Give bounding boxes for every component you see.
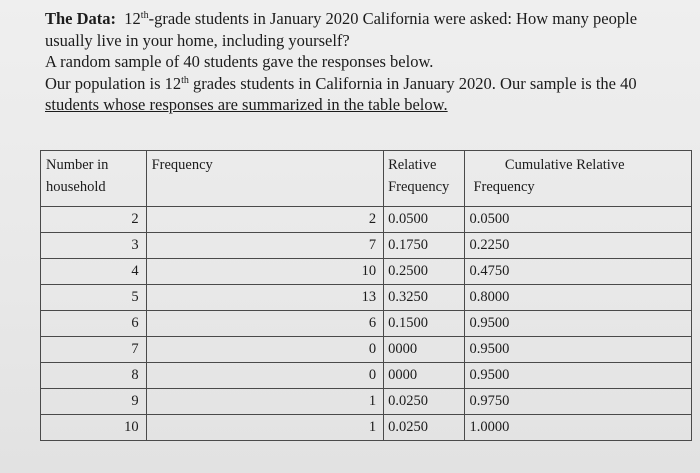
cell-relative-frequency: 0.0250 bbox=[384, 389, 465, 415]
intro-line-4-pre: Our population is 12 bbox=[45, 73, 182, 93]
header-cumulative-line-2: Frequency bbox=[473, 179, 535, 195]
intro-line-4-post: grades students in California in January 2020. Our sample is the 40 bbox=[188, 73, 637, 93]
cell-relative-frequency: 0000 bbox=[384, 337, 465, 363]
cell-frequency: 13 bbox=[146, 285, 384, 311]
table-row bbox=[41, 311, 692, 337]
table-row bbox=[41, 363, 692, 389]
intro-line-4-sup: th bbox=[181, 74, 189, 86]
header-cumulative-relative-frequency bbox=[465, 151, 692, 207]
intro-line-1-sup: th bbox=[140, 10, 149, 21]
intro-line-1-pre: 12 bbox=[124, 9, 141, 28]
data-heading: The Data: bbox=[45, 9, 117, 28]
cell-frequency: 0 bbox=[146, 337, 384, 363]
table-row bbox=[41, 285, 692, 311]
cell-relative-frequency: 0.1500 bbox=[384, 311, 465, 337]
header-relative-line-2: Frequency bbox=[388, 179, 450, 195]
cell-number-in-household: 5 bbox=[41, 285, 147, 311]
table-row bbox=[41, 337, 692, 363]
table-row bbox=[41, 415, 692, 441]
cell-number-in-household: 6 bbox=[41, 311, 147, 337]
intro-line-1-post: -grade students in January 2020 California were asked: How many people bbox=[148, 9, 638, 28]
header-number-line-1: Number in bbox=[46, 157, 109, 173]
cell-frequency: 2 bbox=[146, 207, 384, 233]
table-row bbox=[41, 389, 692, 415]
header-frequency: Frequency bbox=[146, 151, 384, 207]
header-cumulative-line-1: Cumulative Relative bbox=[504, 157, 625, 173]
table-row bbox=[41, 207, 692, 233]
cell-relative-frequency: 0.0250 bbox=[384, 415, 465, 441]
cell-frequency: 7 bbox=[146, 233, 384, 259]
intro-line-1 bbox=[45, 8, 700, 30]
cell-relative-frequency: 0.0500 bbox=[384, 207, 465, 233]
cell-number-in-household: 4 bbox=[41, 259, 147, 285]
cell-cumulative-relative-frequency: 0.8000 bbox=[465, 285, 692, 311]
cell-number-in-household: 9 bbox=[41, 389, 147, 415]
intro-line-4 bbox=[45, 73, 700, 95]
cell-frequency: 6 bbox=[146, 311, 384, 337]
cell-number-in-household: 7 bbox=[41, 337, 147, 363]
cell-cumulative-relative-frequency: 0.4750 bbox=[465, 259, 692, 285]
cell-relative-frequency: 0.3250 bbox=[384, 285, 465, 311]
cell-number-in-household: 3 bbox=[41, 233, 147, 259]
cell-cumulative-relative-frequency: 0.9500 bbox=[465, 311, 692, 337]
cell-number-in-household: 10 bbox=[41, 415, 147, 441]
cell-frequency: 1 bbox=[146, 389, 384, 415]
cell-cumulative-relative-frequency: 0.9500 bbox=[465, 337, 692, 363]
intro-text bbox=[45, 8, 700, 116]
cell-relative-frequency: 0000 bbox=[384, 363, 465, 389]
cell-cumulative-relative-frequency: 0.0500 bbox=[465, 207, 692, 233]
intro-line-5-text: students whose responses are summarized in the table below. bbox=[45, 95, 448, 114]
cell-number-in-household: 2 bbox=[41, 207, 147, 233]
cell-cumulative-relative-frequency: 0.2250 bbox=[465, 233, 692, 259]
cell-cumulative-relative-frequency: 0.9500 bbox=[465, 363, 692, 389]
table-row bbox=[41, 259, 692, 285]
cell-cumulative-relative-frequency: 1.0000 bbox=[465, 415, 692, 441]
frequency-table bbox=[40, 150, 692, 441]
header-relative-frequency bbox=[384, 151, 465, 207]
cell-frequency: 0 bbox=[146, 363, 384, 389]
table-row bbox=[41, 233, 692, 259]
header-relative-line-1: Relative bbox=[388, 157, 437, 173]
cell-number-in-household: 8 bbox=[41, 363, 147, 389]
header-number-in-household bbox=[41, 151, 147, 207]
cell-frequency: 1 bbox=[146, 415, 384, 441]
table-body bbox=[41, 207, 692, 441]
cell-relative-frequency: 0.1750 bbox=[384, 233, 465, 259]
intro-line-3: A random sample of 40 students gave the responses below. bbox=[45, 52, 434, 71]
header-number-line-2: household bbox=[46, 179, 106, 195]
intro-line-5 bbox=[45, 94, 700, 116]
table-header-row bbox=[41, 151, 692, 207]
intro-line-2: usually live in your home, including yourself? bbox=[45, 30, 350, 50]
cell-relative-frequency: 0.2500 bbox=[384, 259, 465, 285]
cell-cumulative-relative-frequency: 0.9750 bbox=[465, 389, 692, 415]
cell-frequency: 10 bbox=[146, 259, 384, 285]
